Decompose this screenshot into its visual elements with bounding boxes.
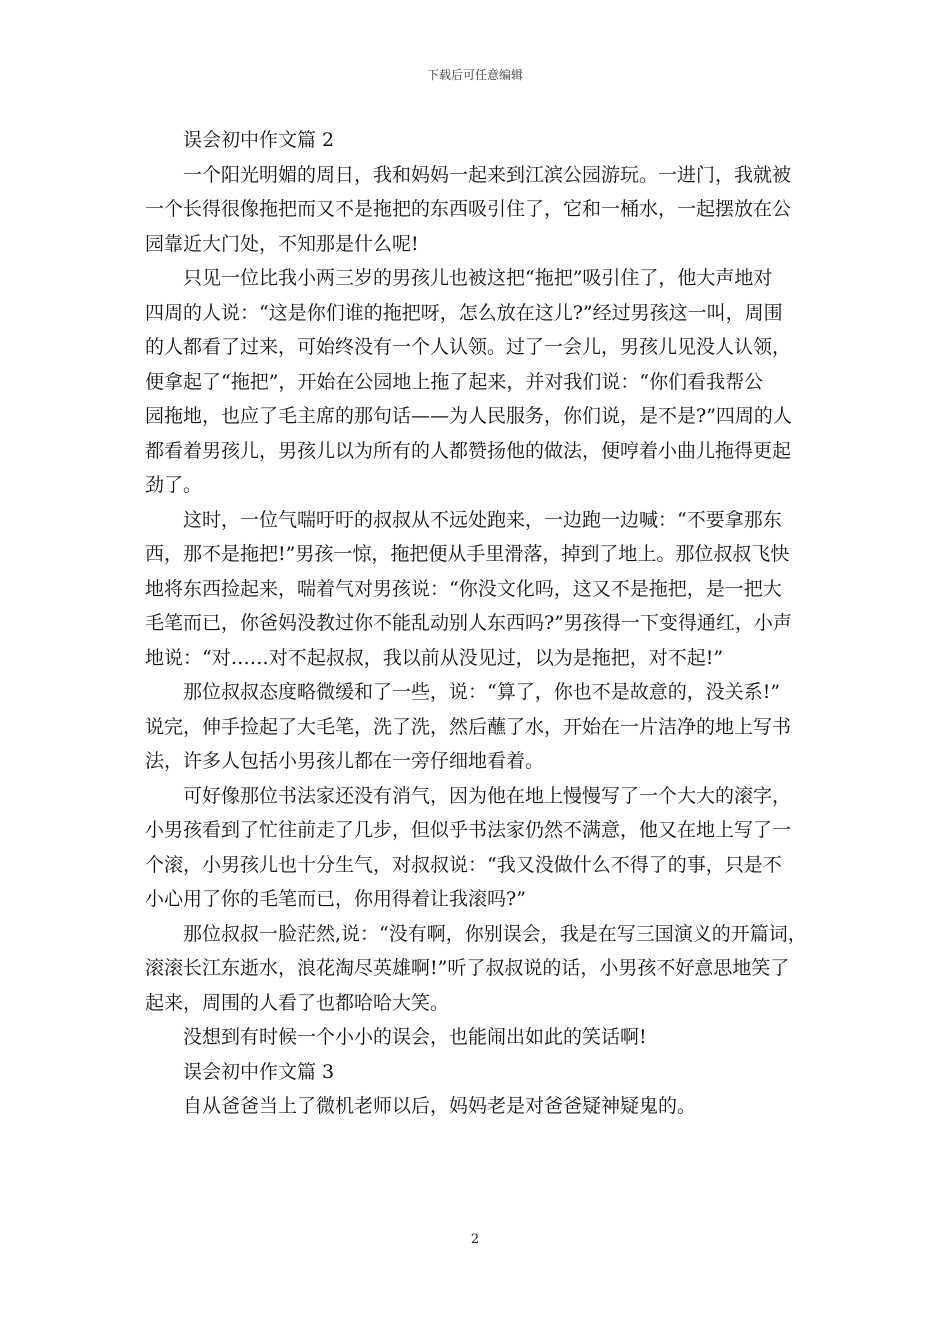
paragraph-line: 说完，伸手捡起了大毛笔，洗了洗，然后蘸了水，开始在一片洁净的地上写书 — [145, 715, 792, 738]
paragraph-line: 没想到有时候一个小小的误会，也能闹出如此的笑话啊! — [183, 1026, 647, 1048]
paragraph-line: 地说：“对……对不起叔叔，我以前从没见过，以为是拖把，对不起!” — [145, 646, 724, 669]
paragraph-line: 劲了。 — [145, 474, 203, 496]
paragraph-line: 便拿起了“拖把”，开始在公园地上拖了起来，并对我们说：“你们看我帮公 — [145, 370, 764, 393]
paragraph-line: 个滚，小男孩儿也十分生气，对叔叔说：“我又没做什么不得了的事，只是不 — [145, 853, 782, 876]
paragraph-line: 只见一位比我小两三岁的男孩儿也被这把“拖把”吸引住了，他大声地对 — [183, 267, 773, 289]
paragraph-line: 那位叔叔态度略微缓和了一些，说：“算了，你也不是故意的，没关系!” — [183, 681, 781, 703]
paragraph-line: 这时，一位气喘吁吁的叔叔从不远处跑来，一边跑一边喊：“不要拿那东 — [183, 508, 782, 531]
paragraph-line: 法，许多人包括小男孩儿都在一旁仔细地看着。 — [145, 750, 545, 772]
section-heading: 误会初中作文篇 3 — [183, 1060, 335, 1083]
paragraph-line: 可好像那位书法家还没有消气，因为他在地上慢慢写了一个大大的滚字， — [183, 784, 792, 807]
section-heading: 误会初中作文篇 2 — [183, 129, 335, 151]
paragraph-line: 一个阳光明媚的周日，我和妈妈一起来到江滨公园游玩。一进门，我就被 — [183, 163, 792, 186]
paragraph-line: 毛笔而已，你爸妈没教过你不能乱动别人东西吗?”男孩得一下变得通红，小声 — [145, 612, 792, 634]
paragraph-line: 园靠近大门处，不知那是什么呢! — [145, 232, 419, 255]
paragraph-line: 自从爸爸当上了微机老师以后，妈妈老是对爸爸疑神疑鬼的。 — [183, 1095, 697, 1117]
paragraph-line: 小心用了你的毛笔而已，你用得着让我滚吗?” — [145, 888, 526, 910]
page-header-note: 下载后可任意编辑 — [426, 68, 523, 82]
paragraph-line: 滚滚长江东逝水，浪花淘尽英雄啊!”听了叔叔说的话，小男孩不好意思地笑了 — [145, 957, 790, 979]
paragraph-line: 地将东西捡起来，喘着气对男孩说：“你没文化吗，这又不是拖把，是一把大 — [145, 577, 782, 600]
document-body — [145, 123, 805, 1124]
paragraph-line: 园拖地，也应了毛主席的那句话——为人民服务，你们说，是不是?”四周的人 — [145, 405, 792, 427]
paragraph-line: 起来，周围的人看了也都哈哈大笑。 — [145, 991, 450, 1014]
paragraph-line: 的人都看了过来，可始终没有一个人认领。过了一会儿，男孩儿见没人认领， — [145, 336, 792, 358]
paragraph-line: 那位叔叔一脸茫然,说：“没有啊，你别误会，我是在写三国演义的开篇词， — [183, 922, 807, 945]
paragraph-line: 都看着男孩儿，男孩儿以为所有的人都赞扬他的做法，便哼着小曲儿拖得更起 — [145, 439, 792, 462]
page-number: 2 — [470, 1232, 480, 1247]
paragraph-line: 西，那不是拖把!”男孩一惊，拖把便从手里滑落，掉到了地上。那位叔叔飞快 — [145, 543, 790, 565]
paragraph-line: 小男孩看到了忙往前走了几步，但似乎书法家仍然不满意，他又在地上写了一 — [145, 819, 792, 841]
paragraph-line: 四周的人说：“这是你们谁的拖把呀，怎么放在这儿?”经过男孩这一叫，周围 — [145, 301, 783, 324]
paragraph-line: 一个长得很像拖把而又不是拖把的东西吸引住了，它和一桶水，一起摆放在公 — [145, 198, 792, 220]
